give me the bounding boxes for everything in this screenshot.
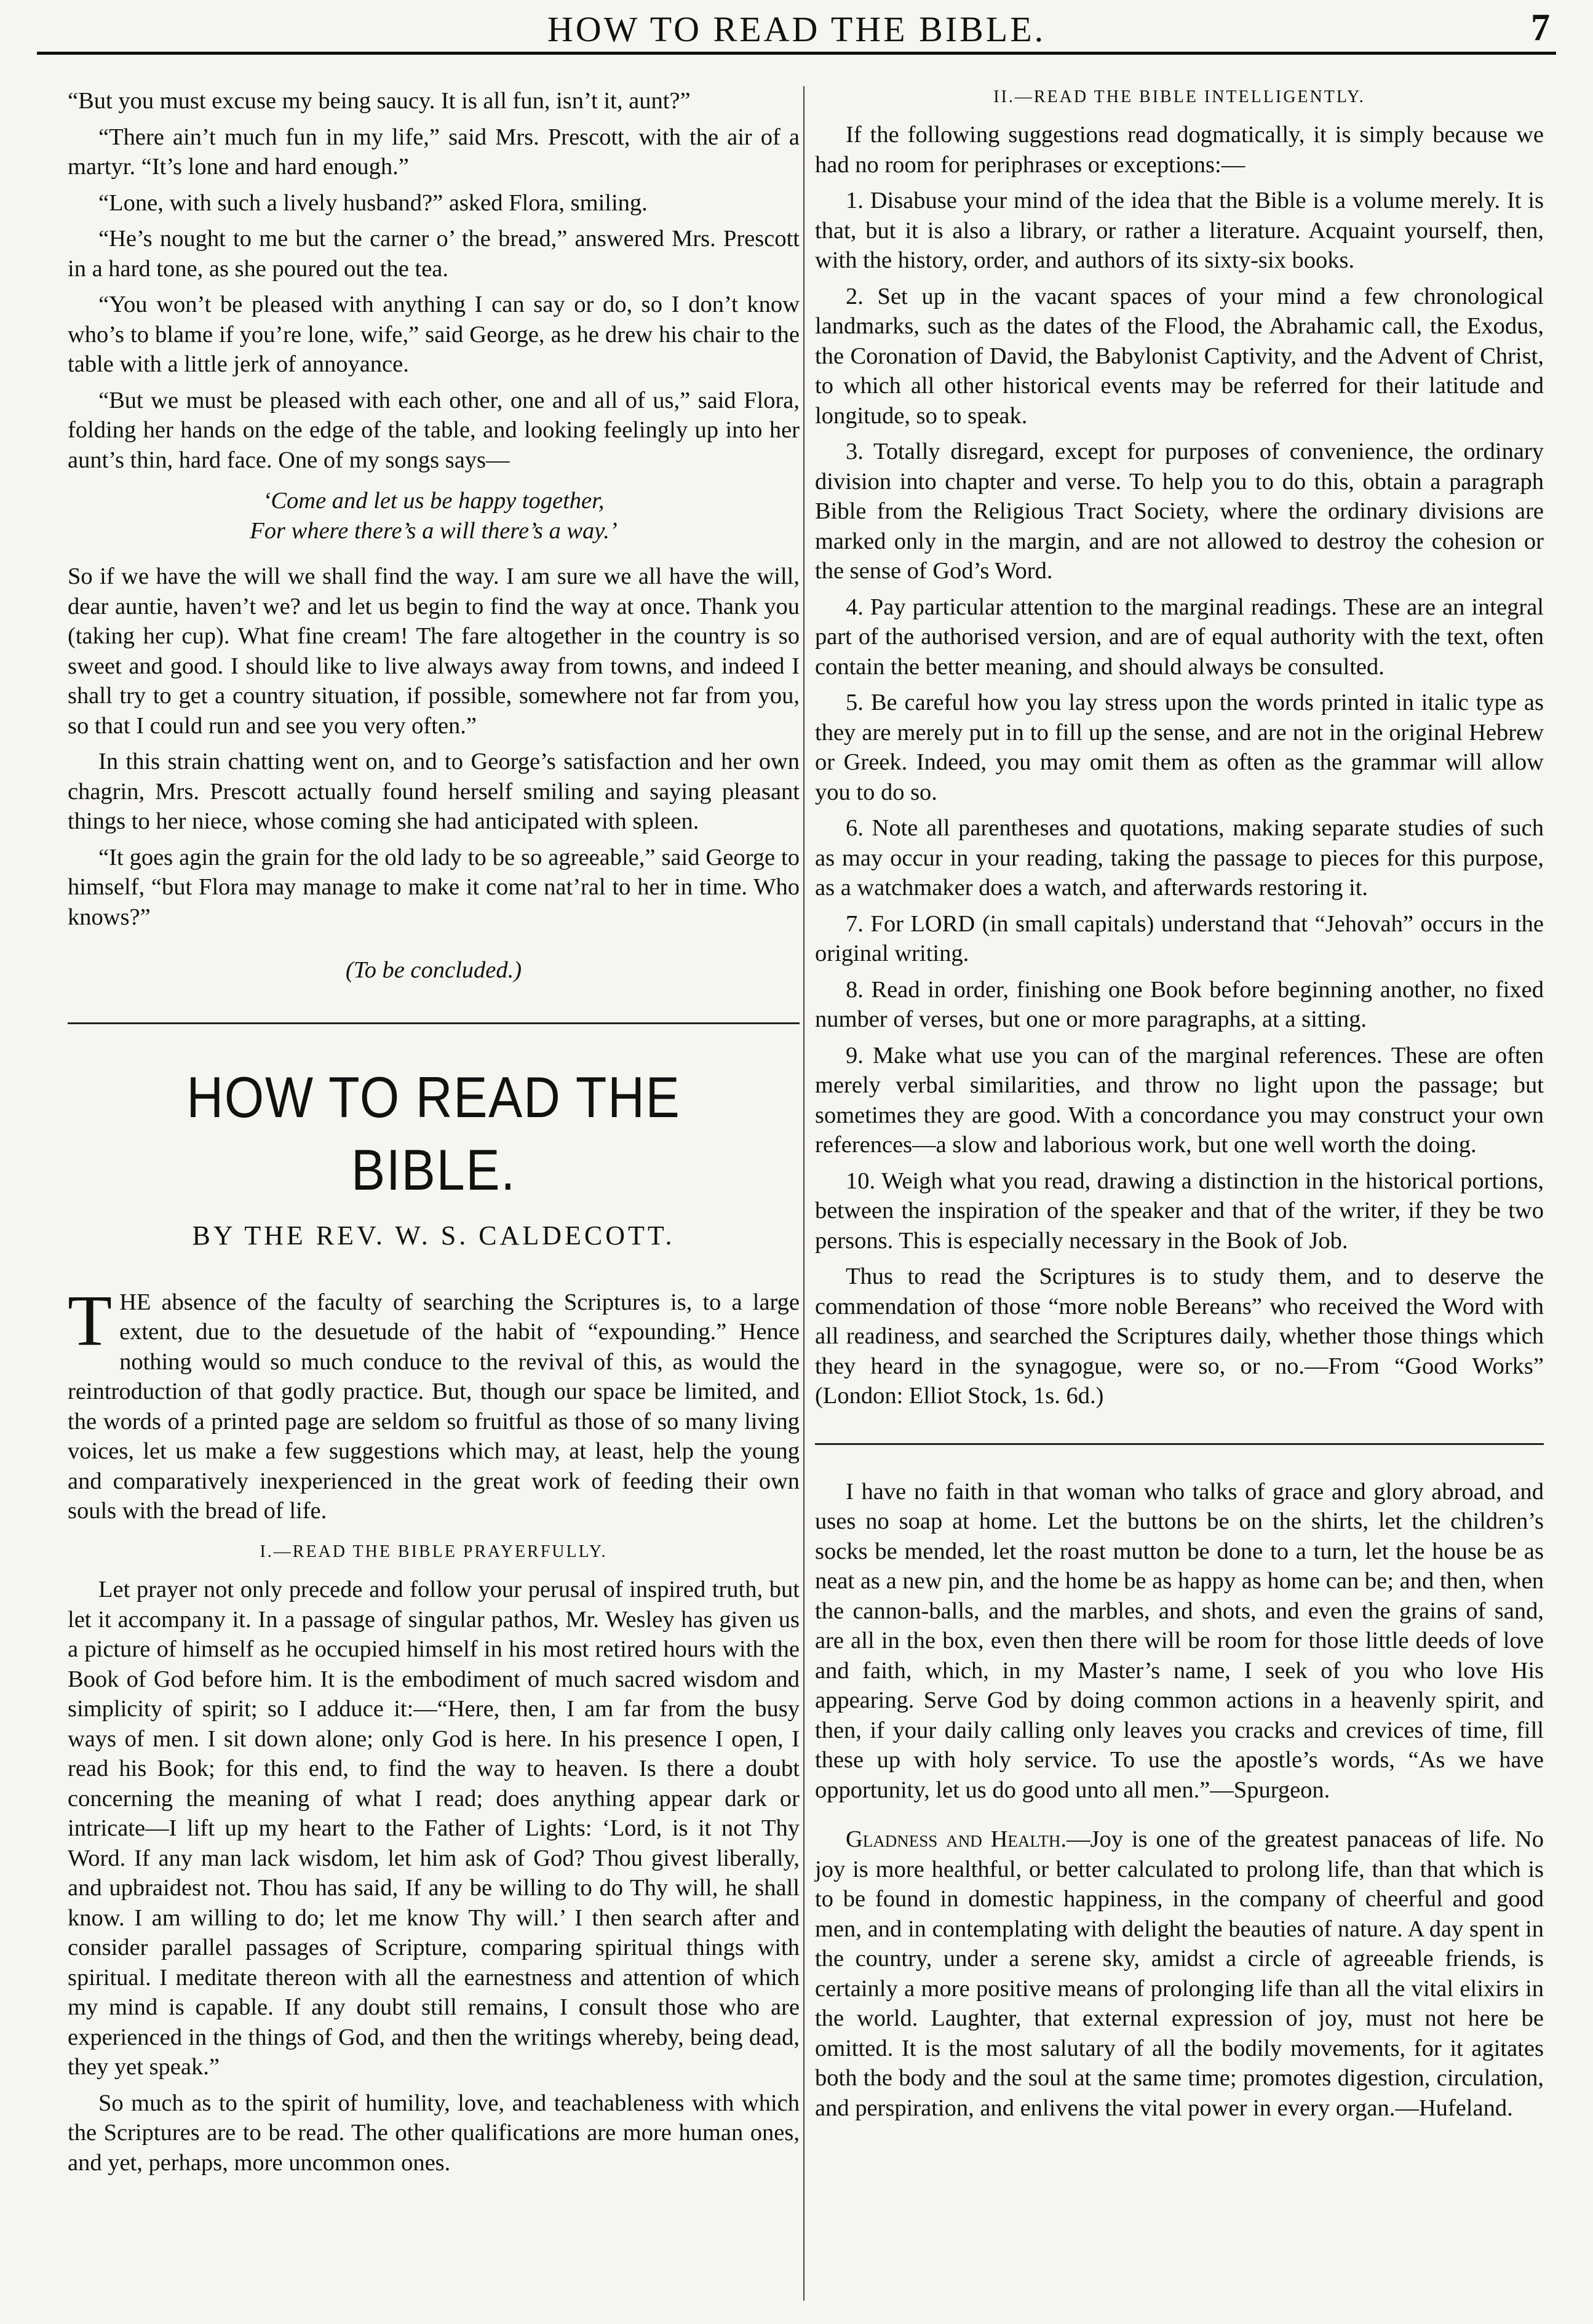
spurgeon-paragraph: I have no faith in that woman who talks of grace and glory abroad, and uses no soap at home. Let the buttons be on the shirts, let the children’s socks be mended, let the roast mutton be done to a turn, let the house be as neat as a new pin, and the home be as happy as home can be; and then, when the cannon-balls, and the marbles, and shots, and even the grains of sand, are all in the box, even then there will be room for those little deeds of love and faith, which, in my Master’s name, I seek of you who love His appearing. Serve God by doing common actions in a heavenly spirit, and then, if your daily calling only leaves you cracks and crevices of time, fill these up with holy service. To use the apostle’s words, “As we have opportunity, let us do good unto all men.”—Spurgeon.: [815, 1478, 1544, 1803]
gladness-label: Gladness and Health.: [846, 1826, 1067, 1853]
list-item: 3. Totally disregard, except for purposes of convenience, the ordinary division into chapter and verse. To help you to do this, obtain a paragraph Bible from the Religious Tract Society, where the ordinary divisions are marked only in the margin, and are not allowed to destroy the cohesion or the sense of God’s Word.: [815, 439, 1544, 584]
list-item: 8. Read in order, finishing one Book before beginning another, no fixed number of verses, but one or more paragraphs, at a sitting.: [815, 976, 1544, 1033]
song-verse: [68, 486, 800, 546]
section-heading: I.—READ THE BIBLE PRAYERFULLY.: [260, 1542, 608, 1561]
story-paragraph: “You won’t be pleased with anything I can say or do, so I don’t know who’s to blame if you’re lone, wife,” said George, as he drew his chair to the table with a little jerk of annoyance.: [68, 292, 800, 377]
story-paragraph: In this strain chatting went on, and to George’s satisfaction and her own chagrin, Mrs. Prescott actually found herself smiling and saying pleasant things to her niece, whose coming she had anticipated with spleen.: [68, 749, 800, 834]
list-item: 7. For LORD (in small capitals) understand that “Jehovah” occurs in the original writing.: [815, 910, 1544, 967]
page-header: [37, 0, 1556, 55]
list-item: 9. Make what use you can of the marginal references. These are often merely verbal similarities, and throw no light upon the passage; but sometimes they are good. With a concordance you may construct your own references—a slow and laborious work, but one well worth the doing.: [815, 1042, 1544, 1158]
story-paragraph: “But you must excuse my being saucy. It is all fun, isn’t it, aunt?”: [68, 88, 691, 114]
list-item: 2. Set up in the vacant spaces of your mind a few chronological landmarks, such as the dates of the Flood, the Abrahamic call, the Exodus, the Coronation of David, the Babylonist Captivity, and the Advent of Christ, to which all other historical events may be referred for their latitude and longitude, so to speak.: [815, 283, 1544, 429]
gladness-paragraph: [815, 1825, 1544, 2123]
running-title: HOW TO READ THE BIBLE.: [547, 9, 1046, 49]
article-separator: [815, 1443, 1544, 1445]
list-item: 4. Pay particular attention to the marginal readings. These are an integral part of the authorised version, and are of equal authority with the text, often contain the better meaning, and should always be consulted.: [815, 594, 1544, 680]
story-paragraph: “It goes agin the grain for the old lady to be so agreeable,” said George to himself, “but Flora may manage to make it come nat’ral to her in time. Who knows?”: [68, 844, 800, 930]
story-paragraph: “He’s nought to me but the carner o’ the bread,” answered Mrs. Prescott in a hard tone, as she poured out the tea.: [68, 226, 800, 282]
article-title: HOW TO READ THE BIBLE.: [186, 1064, 681, 1202]
gladness-text: —Joy is one of the greatest panaceas of life. No joy is more healthful, or better calculated to prolong life, than that which is to be found in domestic happiness, in the company of cheerful and good men, and in contemplating with delight the beauties of nature. A day spent in the country, under a serene sky, amidst a circle of agreeable friends, is certainly a more positive means of prolonging life than all the vital elixirs in the world. Laughter, that external expression of joy, must not here be omitted. It is the most salutary of all the bodily movements, for it agitates both the body and the soul at the same time; promotes digestion, circulation, and perspiration, and enlivens the vital power in every organ.—Hufeland.: [815, 1826, 1544, 2121]
article-byline: BY THE REV. W. S. CALDECOTT.: [192, 1220, 675, 1251]
list-item: 1. Disabuse your mind of the idea that the Bible is a volume merely. It is that, but it is also a library, or rather a literature. Acquaint yourself, then, with the history, order, and authors of its sixty-six books.: [815, 188, 1544, 274]
to-be-concluded: (To be concluded.): [345, 957, 522, 983]
list-item: 6. Note all parentheses and quotations, making separate studies of such as may occur in your reading, taking the passage to pieces for this purpose, as a watchmaker does a watch, and afterwards restoring it.: [815, 815, 1544, 901]
story-paragraph: “Lone, with such a lively husband?” asked Flora, smiling.: [98, 189, 648, 216]
section-heading: II.—READ THE BIBLE INTELLIGENTLY.: [993, 87, 1365, 106]
story-paragraph: “There ain’t much fun in my life,” said Mrs. Prescott, with the air of a martyr. “It’s lone and hard enough.”: [68, 124, 800, 180]
list-item: 10. Weigh what you read, drawing a distinction in the historical portions, between the inspiration of the speaker and that of the writer, if they be two persons. This is especially necessary in the Book of Job.: [815, 1168, 1544, 1254]
intro-paragraph: [68, 1279, 800, 1526]
closing-paragraph: Thus to read the Scriptures is to study them, and to deserve the commendation of those “more noble Bereans” who received the Word with all readiness, and searched the Scriptures daily, whether those things which they heard in the synagogue, were so, or no.—From “Good Works” (London: Elliot Stock, 1s. 6d.): [815, 1263, 1544, 1409]
story-paragraph: “But we must be pleased with each other, one and all of us,” said Flora, folding her hands on the edge of the table, and looking feelingly up into her aunt’s thin, hard face. One of my songs says—: [68, 387, 800, 473]
intro-text: HE absence of the faculty of searching the Scriptures is, to a large extent, due to the desuetude of the habit of “expounding.” Hence nothing would so much conduce to the revival of this, as would the reintroduction of that godly practice. But, though our space be limited, and the words of a printed page are seldom so fruitful as those of so many living voices, let us make a few suggestions which may, at least, help the young and comparatively inexperienced in the great work of feeding their own souls with the bread of life.: [68, 1289, 800, 1524]
drop-cap: T: [68, 1279, 113, 1361]
verse-line: For where there’s a will there’s a way.’: [250, 517, 618, 544]
list-item: 5. Be careful how you lay stress upon the words printed in italic type as they are merely put in to fill up the sense, and are not in the original Hebrew or Greek. Indeed, you may omit them as often as the grammar will allow you to do so.: [815, 690, 1544, 805]
section-paragraph: So much as to the spirit of humility, love, and teachableness with which the Scriptures are to be read. The other qualifications are more human ones, and yet, perhaps, more uncommon ones.: [68, 2090, 800, 2176]
column-divider: [803, 86, 804, 2301]
page-number: 7: [1531, 7, 1550, 49]
right-column: [815, 86, 1544, 2129]
article-separator: [68, 1022, 800, 1024]
verse-line: ‘Come and let us be happy together,: [263, 488, 605, 514]
section-paragraph: Let prayer not only precede and follow your perusal of inspired truth, but let it accompany it. In a passage of singular pathos, Mr. Wesley has given us a picture of himself as he occupied himself in his most retired hours with the Book of God before him. It is the embodiment of much sacred wisdom and simplicity of spirit; so I adduce it:—“Here, then, I am far from the busy ways of men. I sit down alone; only God is here. In his presence I open, I read his Book; for this end, to find the way to heaven. Is there a doubt concerning the meaning of what I read; does anything appear dark or intricate—I lift up my heart to the Father of Lights: ‘Lord, is it not Thy Word. If any man lack wisdom, let him ask of God? Thou givest liberally, and upbraidest not. Thou has said, If any be willing to do Thy will, he shall know. I am willing to do; let me know Thy will.’ I then search after and consider parallel passages of Scripture, comparing spiritual things with spiritual. I meditate thereon with all the earnestness and attention of which my mind is capable. If any doubt still remains, I consult those who are experienced in the things of God, and then the writings whereby, being dead, they yet speak.”: [68, 1577, 800, 2080]
story-paragraph: So if we have the will we shall find the way. I am sure we all have the will, dear auntie, haven’t we? and let us begin to find the way at once. Thank you (taking her cup). What fine cream! The fare altogether in the country is so sweet and good. I should like to live always away from towns, and indeed I shall try to get a country situation, if possible, somewhere not far from you, so that I could run and see you very often.”: [68, 563, 800, 739]
section-intro: If the following suggestions read dogmatically, it is simply because we had no room for periphrases or exceptions:—: [815, 122, 1544, 178]
left-column: [68, 86, 800, 2184]
